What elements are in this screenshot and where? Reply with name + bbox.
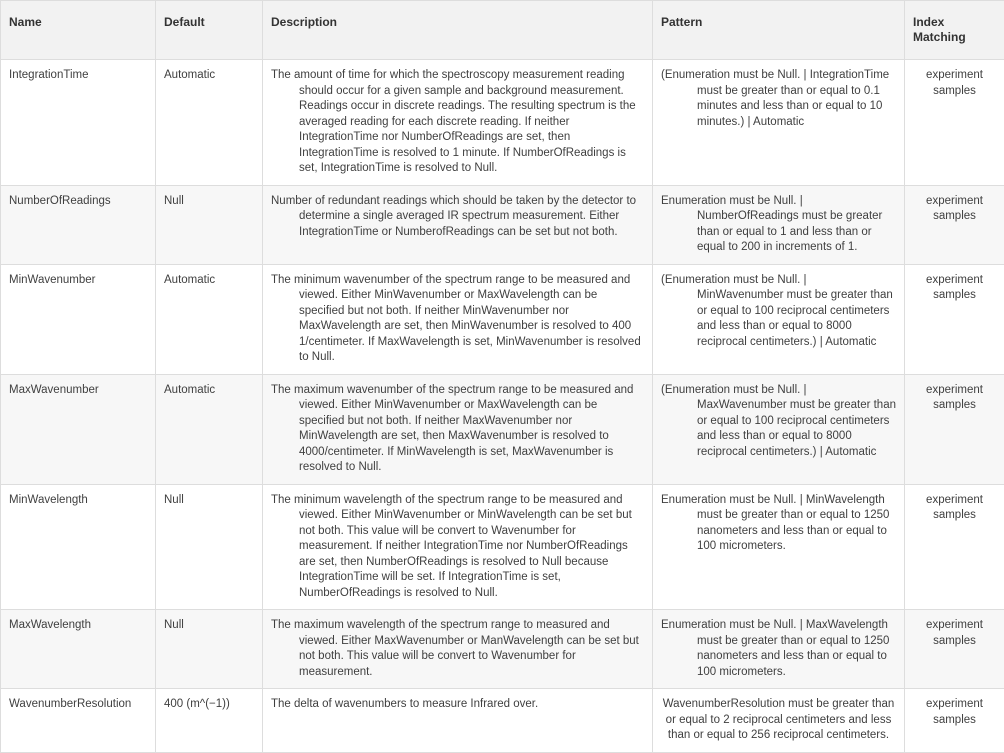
pattern-text: Enumeration must be Null. | NumberOfReadings must be greater than or equal to 1 and less than or equal to 200 in increments of 1.	[661, 194, 896, 256]
column-header-description: Description	[263, 1, 653, 60]
cell-name: MinWavenumber	[1, 264, 156, 374]
table-row	[1, 60, 1004, 186]
cell-description	[263, 264, 653, 374]
table-row	[1, 185, 1004, 264]
description-text: The minimum wavenumber of the spectrum range to be measured and viewed. Either MinWavenumber or MaxWavelength can be specified but not both. If neither MinWavenumber nor MaxWavelength are set, then MinWavenumber is resolved to 400 1/centimeter. If MaxWavelength is set, MinWavenumber is resolved to Null.	[271, 273, 644, 366]
description-text: The maximum wavenumber of the spectrum range to be measured and viewed. Either MinWavenumber or MaxWavelength can be specified but not both. If neither MaxWavenumber nor MinWavelength are set, then MaxWavenumber is resolved to 4000/centimeter. If MinWavelength is set, MaxWavenumber is resolved to Null.	[271, 383, 644, 476]
cell-pattern	[653, 264, 905, 374]
cell-pattern	[653, 374, 905, 484]
cell-default: Automatic	[156, 374, 263, 484]
cell-index-matching: experiment samples	[905, 60, 1004, 186]
pattern-text: WavenumberResolution must be greater than or equal to 2 reciprocal centimeters and less than or equal to 256 reciprocal centimeters.	[661, 697, 896, 744]
description-text: Number of redundant readings which should be taken by the detector to determine a single averaged IR spectrum measurement. Either IntegrationTime or NumberofReadings can be set but not both.	[271, 194, 644, 241]
cell-index-matching: experiment samples	[905, 264, 1004, 374]
cell-description	[263, 610, 653, 689]
table-row	[1, 484, 1004, 610]
cell-index-matching: experiment samples	[905, 610, 1004, 689]
cell-default: Null	[156, 610, 263, 689]
table-row	[1, 689, 1004, 753]
column-header-name: Name	[1, 1, 156, 60]
pattern-text: Enumeration must be Null. | MinWavelength must be greater than or equal to 1250 nanometers and less than or equal to 100 micrometers.	[661, 493, 896, 555]
description-text: The minimum wavelength of the spectrum range to be measured and viewed. Either MinWavenumber or MinWavelength can be set but not both. This value will be convert to Wavenumber for measurement. If neither IntegrationTime nor NumberOfReadings are set, then NumberOfReadings is resolved to Null because IntegrationTime will be set. If IntegrationTime is set, NumberOfReadings is resolved to Null.	[271, 493, 644, 602]
cell-index-matching: experiment samples	[905, 484, 1004, 610]
cell-default: Null	[156, 484, 263, 610]
column-header-index-line1: Index	[913, 15, 996, 30]
description-text: The maximum wavelength of the spectrum range to measured and viewed. Either MaxWavenumber or ManWavelength can be set but not both. This value will be convert to Wavenumber for measurement.	[271, 618, 644, 680]
column-header-index-line2: Matching	[913, 30, 996, 45]
cell-pattern	[653, 60, 905, 186]
cell-default: Automatic	[156, 264, 263, 374]
table-row	[1, 374, 1004, 484]
column-header-pattern: Pattern	[653, 1, 905, 60]
table-row	[1, 264, 1004, 374]
pattern-text: (Enumeration must be Null. | MinWavenumber must be greater than or equal to 100 reciprocal centimeters and less than or equal to 8000 reciprocal centimeters.) | Automatic	[661, 273, 896, 351]
cell-default: Automatic	[156, 60, 263, 186]
table-body	[1, 60, 1004, 753]
pattern-text: (Enumeration must be Null. | IntegrationTime must be greater than or equal to 0.1 minutes and less than or equal to 10 minutes.) | Automatic	[661, 68, 896, 130]
cell-index-matching: experiment samples	[905, 689, 1004, 753]
column-header-default: Default	[156, 1, 263, 60]
cell-pattern	[653, 610, 905, 689]
table-row	[1, 610, 1004, 689]
cell-pattern	[653, 484, 905, 610]
cell-name: WavenumberResolution	[1, 689, 156, 753]
table-header-row	[1, 1, 1004, 60]
cell-description	[263, 689, 653, 753]
cell-index-matching: experiment samples	[905, 185, 1004, 264]
cell-name: MaxWavelength	[1, 610, 156, 689]
pattern-text: Enumeration must be Null. | MaxWavelength must be greater than or equal to 1250 nanometers and less than or equal to 100 micrometers.	[661, 618, 896, 680]
pattern-text: (Enumeration must be Null. | MaxWavenumber must be greater than or equal to 100 reciprocal centimeters and less than or equal to 8000 reciprocal centimeters.) | Automatic	[661, 383, 896, 461]
cell-name: MinWavelength	[1, 484, 156, 610]
description-text: The amount of time for which the spectroscopy measurement reading should occur for a given sample and background measurement. Readings occur in discrete readings. The resulting spectrum is the averaged reading for each discrete reading. If neither IntegrationTime nor NumberOfReadings are set, then IntegrationTime is resolved to 1 minute. If NumberOfReadings is set, IntegrationTime is resolved to Null.	[271, 68, 644, 177]
cell-pattern	[653, 185, 905, 264]
cell-name: MaxWavenumber	[1, 374, 156, 484]
cell-index-matching: experiment samples	[905, 374, 1004, 484]
cell-pattern	[653, 689, 905, 753]
column-header-index-matching	[905, 1, 1004, 60]
cell-name: IntegrationTime	[1, 60, 156, 186]
cell-description	[263, 60, 653, 186]
table-header	[1, 1, 1004, 60]
cell-default: 400 (m^(−1))	[156, 689, 263, 753]
cell-default: Null	[156, 185, 263, 264]
cell-description	[263, 484, 653, 610]
description-text: The delta of wavenumbers to measure Infrared over.	[271, 697, 644, 713]
cell-description	[263, 185, 653, 264]
cell-name: NumberOfReadings	[1, 185, 156, 264]
cell-description	[263, 374, 653, 484]
